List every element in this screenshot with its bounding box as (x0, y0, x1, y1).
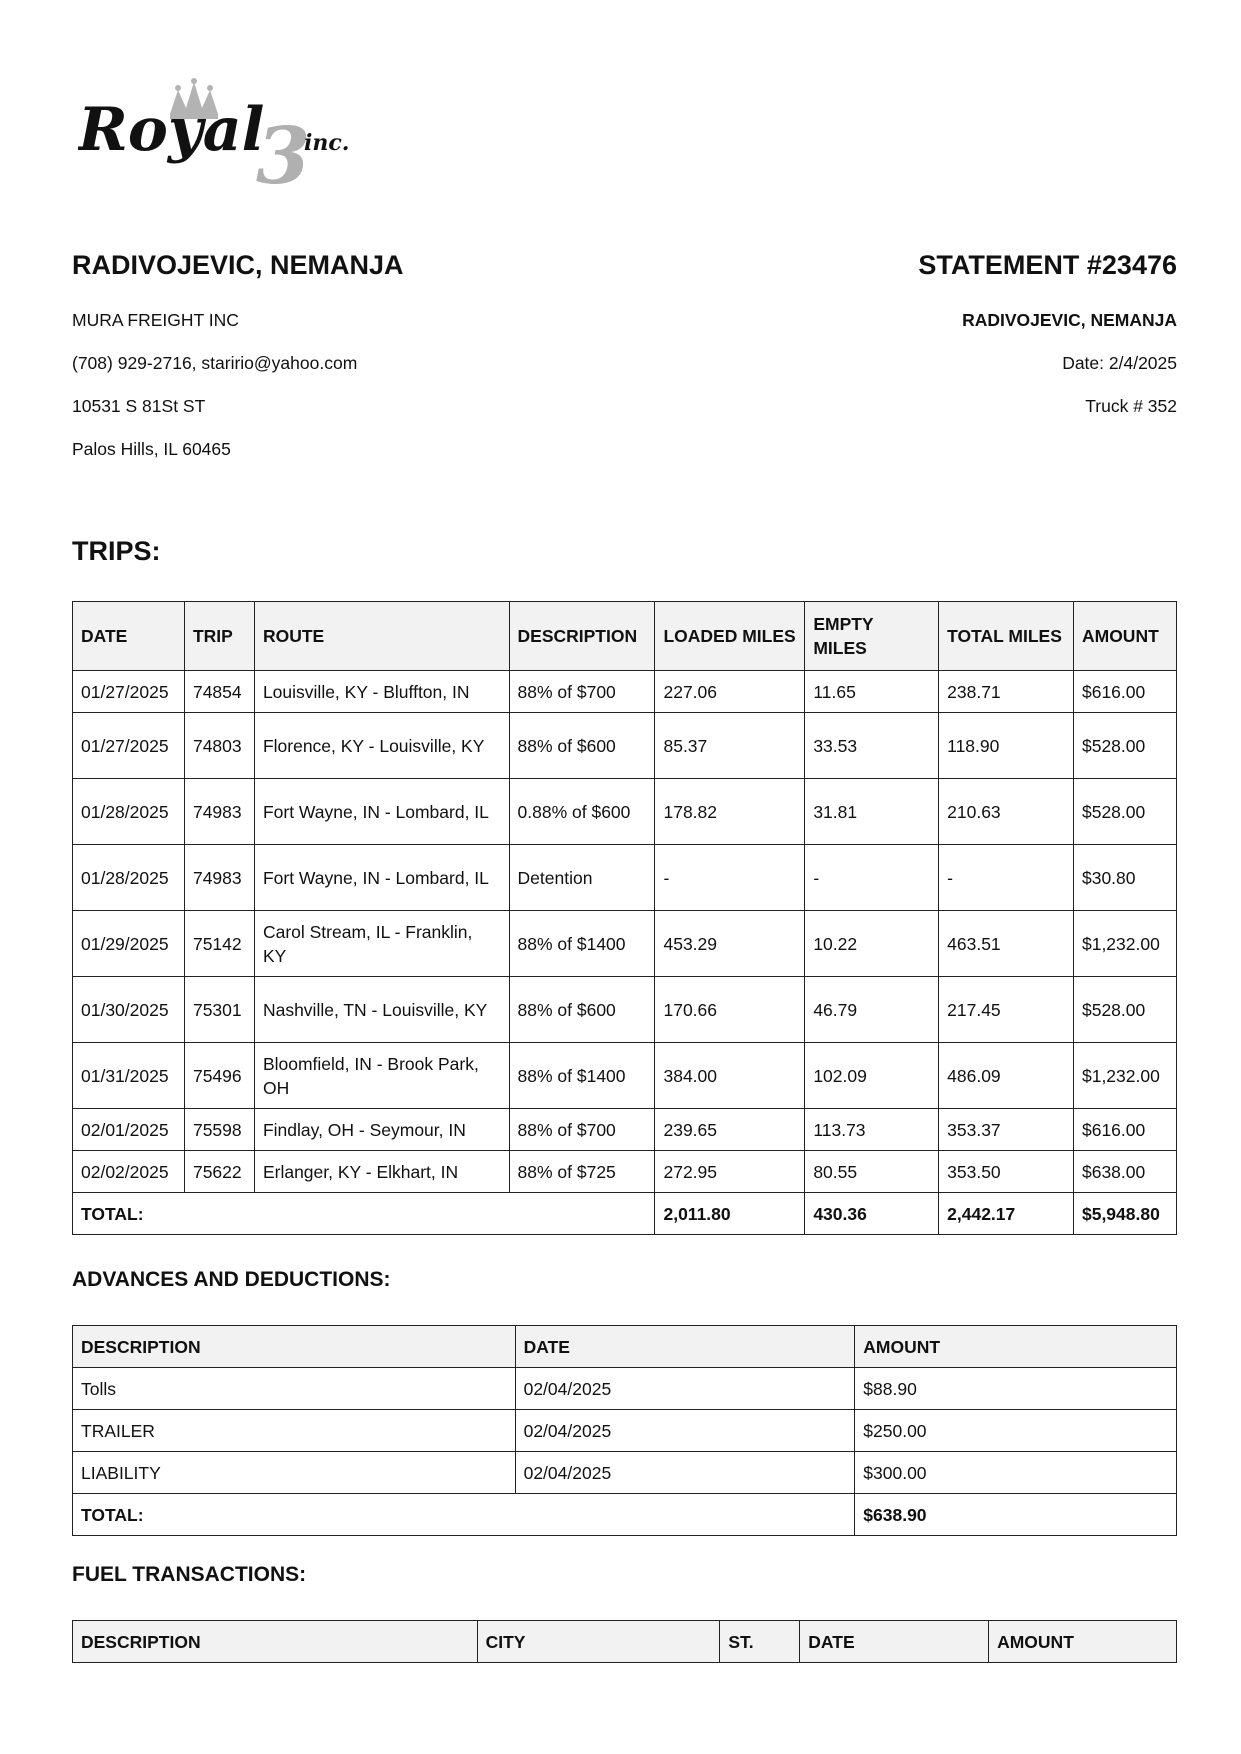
table-cell: 46.79 (805, 977, 939, 1043)
table-cell: $528.00 (1073, 779, 1176, 845)
table-cell: 217.45 (939, 977, 1074, 1043)
table-cell: Tolls (73, 1368, 516, 1410)
table-cell: 75301 (184, 977, 254, 1043)
table-cell: Florence, KY - Louisville, KY (254, 713, 509, 779)
table-cell: 01/29/2025 (73, 911, 185, 977)
table-cell: $616.00 (1073, 1109, 1176, 1151)
table-cell: 88% of $600 (509, 713, 655, 779)
table-row (73, 911, 1177, 977)
advances-header-row (73, 1326, 1177, 1368)
company-name: MURA FREIGHT INC (72, 310, 239, 330)
table-row (73, 1368, 1177, 1410)
table-cell: - (939, 845, 1074, 911)
table-cell: 75496 (184, 1043, 254, 1109)
driver-name: RADIVOJEVIC, NEMANJA (72, 250, 404, 280)
table-cell: - (805, 845, 939, 911)
total-empty-miles: 430.36 (805, 1193, 939, 1235)
logo-number: 3 (256, 111, 311, 193)
logo-text: Royal (78, 95, 265, 165)
logo-suffix: inc. (304, 130, 350, 156)
table-cell: 227.06 (655, 671, 805, 713)
company-logo (78, 78, 388, 193)
table-cell: TRAILER (73, 1410, 516, 1452)
trips-total-row (73, 1193, 1177, 1235)
table-cell: Nashville, TN - Louisville, KY (254, 977, 509, 1043)
table-cell: 88% of $1400 (509, 911, 655, 977)
fuel-table (72, 1620, 1177, 1663)
column-header: DATE (73, 602, 185, 671)
table-cell: 33.53 (805, 713, 939, 779)
column-header: AMOUNT (989, 1621, 1177, 1663)
column-header: EMPTY MILES (805, 602, 939, 671)
table-row (73, 671, 1177, 713)
table-cell: 02/02/2025 (73, 1151, 185, 1193)
table-cell: Louisville, KY - Bluffton, IN (254, 671, 509, 713)
column-header: TOTAL MILES (939, 602, 1074, 671)
truck-number: Truck # 352 (1085, 396, 1177, 416)
total-amount: $5,948.80 (1073, 1193, 1176, 1235)
table-cell: 74983 (184, 845, 254, 911)
table-cell: 118.90 (939, 713, 1074, 779)
table-cell: Fort Wayne, IN - Lombard, IL (254, 845, 509, 911)
address-line-2: Palos Hills, IL 60465 (72, 439, 231, 459)
column-header: AMOUNT (855, 1326, 1177, 1368)
table-row (73, 779, 1177, 845)
table-cell: 272.95 (655, 1151, 805, 1193)
table-cell: 01/31/2025 (73, 1043, 185, 1109)
table-cell: 88% of $600 (509, 977, 655, 1043)
total-label: TOTAL: (73, 1193, 655, 1235)
table-cell: 02/04/2025 (515, 1452, 855, 1494)
column-header: LOADED MILES (655, 602, 805, 671)
table-cell: 74983 (184, 779, 254, 845)
statement-driver-name: RADIVOJEVIC, NEMANJA (962, 310, 1177, 330)
table-cell: 11.65 (805, 671, 939, 713)
fuel-header-row (73, 1621, 1177, 1663)
table-cell: 02/04/2025 (515, 1368, 855, 1410)
table-cell: 74854 (184, 671, 254, 713)
table-row (73, 845, 1177, 911)
table-cell: Detention (509, 845, 655, 911)
table-cell: 85.37 (655, 713, 805, 779)
table-cell: 75622 (184, 1151, 254, 1193)
table-cell: - (655, 845, 805, 911)
advances-total-row (73, 1494, 1177, 1536)
column-header: AMOUNT (1073, 602, 1176, 671)
table-cell: Carol Stream, IL - Franklin, KY (254, 911, 509, 977)
table-cell: 01/27/2025 (73, 713, 185, 779)
trips-header-row (73, 602, 1177, 671)
table-cell: LIABILITY (73, 1452, 516, 1494)
fuel-title: FUEL TRANSACTIONS: (72, 1563, 307, 1586)
column-header: DATE (800, 1621, 989, 1663)
table-cell: 01/28/2025 (73, 779, 185, 845)
table-row (73, 1410, 1177, 1452)
trips-title: TRIPS: (72, 536, 161, 566)
table-cell: 170.66 (655, 977, 805, 1043)
column-header: ST. (720, 1621, 800, 1663)
table-cell: $638.00 (1073, 1151, 1176, 1193)
total-label: TOTAL: (73, 1494, 855, 1536)
table-cell: 74803 (184, 713, 254, 779)
column-header: DESCRIPTION (73, 1326, 516, 1368)
total-total-miles: 2,442.17 (939, 1193, 1074, 1235)
table-cell: 01/27/2025 (73, 671, 185, 713)
table-cell: $528.00 (1073, 977, 1176, 1043)
table-cell: 80.55 (805, 1151, 939, 1193)
table-cell: 463.51 (939, 911, 1074, 977)
table-cell: 353.50 (939, 1151, 1074, 1193)
table-cell: $88.90 (855, 1368, 1177, 1410)
table-row (73, 713, 1177, 779)
column-header: CITY (477, 1621, 720, 1663)
table-cell: 384.00 (655, 1043, 805, 1109)
table-cell: 239.65 (655, 1109, 805, 1151)
trips-table (72, 601, 1177, 1235)
table-cell: 01/30/2025 (73, 977, 185, 1043)
table-cell: 31.81 (805, 779, 939, 845)
table-cell: 01/28/2025 (73, 845, 185, 911)
table-cell: 88% of $700 (509, 1109, 655, 1151)
total-amount: $638.90 (855, 1494, 1177, 1536)
table-cell: 486.09 (939, 1043, 1074, 1109)
table-cell: 88% of $700 (509, 671, 655, 713)
table-cell: 453.29 (655, 911, 805, 977)
advances-title: ADVANCES AND DEDUCTIONS: (72, 1268, 391, 1291)
table-cell: 210.63 (939, 779, 1074, 845)
contact-info: (708) 929-2716, staririo@yahoo.com (72, 353, 358, 373)
column-header: DATE (515, 1326, 855, 1368)
table-cell: 88% of $1400 (509, 1043, 655, 1109)
table-row (73, 1151, 1177, 1193)
advances-table (72, 1325, 1177, 1536)
table-cell: 02/04/2025 (515, 1410, 855, 1452)
column-header: ROUTE (254, 602, 509, 671)
table-cell: 75142 (184, 911, 254, 977)
table-cell: Fort Wayne, IN - Lombard, IL (254, 779, 509, 845)
table-cell: 113.73 (805, 1109, 939, 1151)
table-cell: 0.88% of $600 (509, 779, 655, 845)
table-cell: $528.00 (1073, 713, 1176, 779)
table-cell: 88% of $725 (509, 1151, 655, 1193)
column-header: DESCRIPTION (509, 602, 655, 671)
table-cell: $250.00 (855, 1410, 1177, 1452)
table-cell: 102.09 (805, 1043, 939, 1109)
table-cell: 353.37 (939, 1109, 1074, 1151)
total-loaded-miles: 2,011.80 (655, 1193, 805, 1235)
address-line-1: 10531 S 81St ST (72, 396, 206, 416)
table-row (73, 1452, 1177, 1494)
table-cell: $1,232.00 (1073, 1043, 1176, 1109)
table-cell: $30.80 (1073, 845, 1176, 911)
statement-number: STATEMENT #23476 (918, 250, 1177, 280)
statement-date: Date: 2/4/2025 (1062, 353, 1177, 373)
table-row (73, 1109, 1177, 1151)
table-cell: $1,232.00 (1073, 911, 1176, 977)
column-header: TRIP (184, 602, 254, 671)
table-cell: Erlanger, KY - Elkhart, IN (254, 1151, 509, 1193)
table-cell: 238.71 (939, 671, 1074, 713)
table-cell: Findlay, OH - Seymour, IN (254, 1109, 509, 1151)
table-cell: $300.00 (855, 1452, 1177, 1494)
table-row (73, 977, 1177, 1043)
table-cell: Bloomfield, IN - Brook Park, OH (254, 1043, 509, 1109)
table-cell: 178.82 (655, 779, 805, 845)
column-header: DESCRIPTION (73, 1621, 478, 1663)
table-row (73, 1043, 1177, 1109)
table-cell: 75598 (184, 1109, 254, 1151)
table-cell: 10.22 (805, 911, 939, 977)
table-cell: $616.00 (1073, 671, 1176, 713)
table-cell: 02/01/2025 (73, 1109, 185, 1151)
